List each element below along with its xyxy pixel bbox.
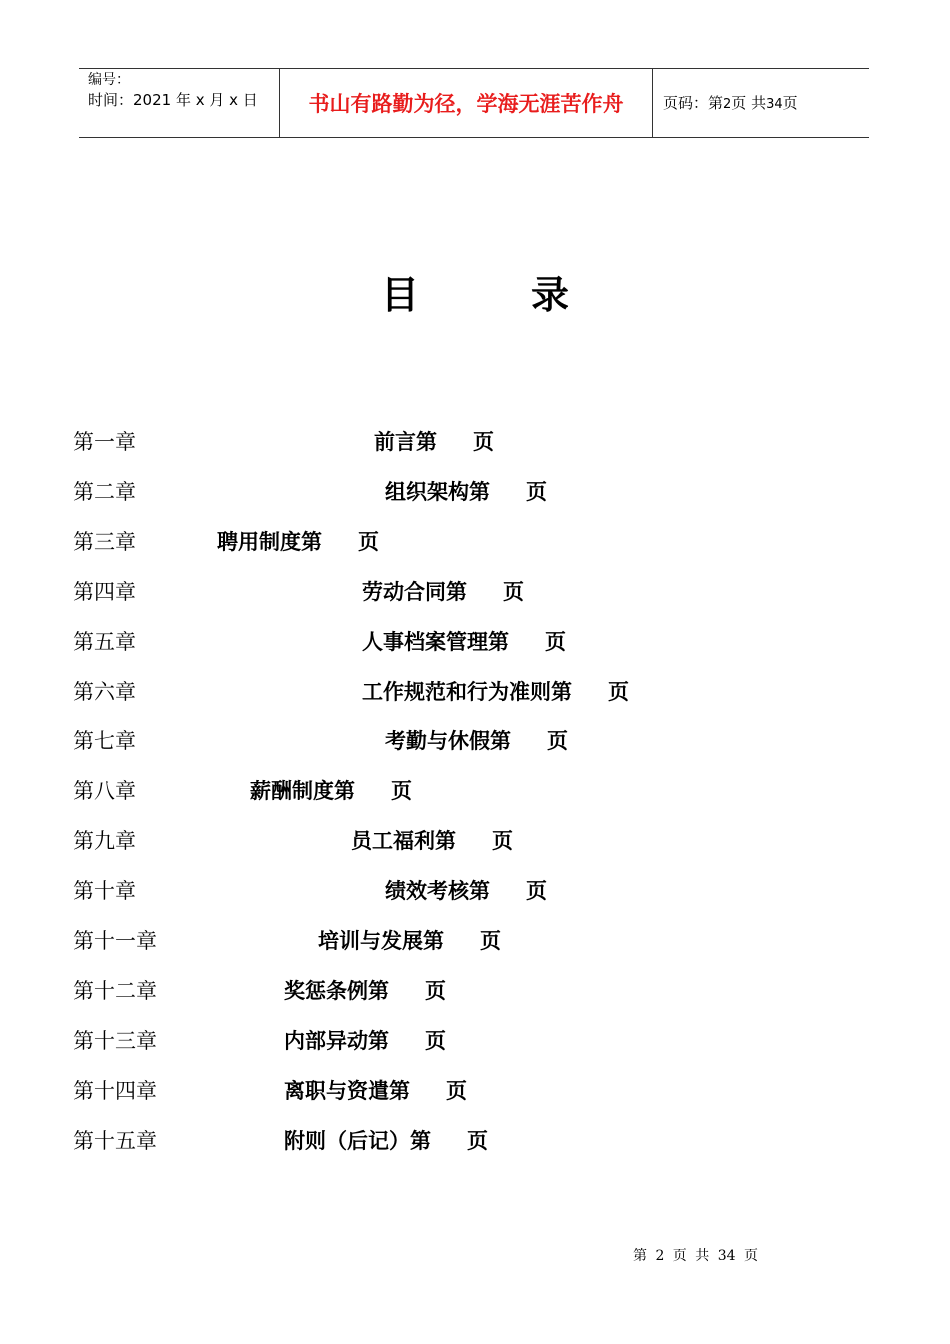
toc-chapter-title [250,776,412,806]
toc-chapter-number: 第九章 [73,829,136,854]
toc-title-text: 工作规范和行为准则第 [362,679,572,704]
header-page-indicator [663,93,798,115]
header-page-current: 2 [723,97,732,112]
toc-row[interactable] [0,726,950,756]
toc-row[interactable] [0,1026,950,1056]
toc-title-text: 劳动合同第 [362,579,467,604]
toc-row[interactable] [0,677,950,707]
toc-chapter-title [385,876,547,906]
toc-page-word: 页 [503,579,524,604]
toc-page-word: 页 [547,729,568,754]
toc-row[interactable] [0,926,950,956]
toc-title-text: 绩效考核第 [385,879,490,904]
header-page-cell [654,69,869,137]
toc-chapter-title [217,527,379,557]
toc-row[interactable] [0,826,950,856]
toc-heading [0,270,950,320]
toc-page-word: 页 [473,430,494,454]
toc-title-text: 奖惩条例第 [284,978,389,1003]
toc-title-text: 组织架构第 [385,479,490,504]
toc-row[interactable] [0,577,950,607]
toc-chapter-title [362,627,566,657]
toc-title-text: 考勤与休假第 [385,729,511,754]
toc-row[interactable] [0,527,950,557]
toc-chapter-title [351,826,513,856]
toc-chapter-title [362,677,629,707]
toc-page-word: 页 [446,1078,467,1103]
toc-chapter-number: 第十四章 [73,1078,157,1103]
header-page-prefix: 页码：第 [663,94,724,112]
toc-title-text: 员工福利第 [351,829,456,854]
toc-title-text: 内部异动第 [284,1028,389,1053]
toc-row[interactable] [0,627,950,657]
toc-page-word: 页 [425,978,446,1003]
toc-row[interactable] [0,477,950,507]
toc-page-word: 页 [480,929,501,953]
toc-row[interactable] [0,876,950,906]
toc-chapter-number: 第八章 [73,779,136,804]
toc-page-word: 页 [526,479,547,504]
toc-chapter-number: 第六章 [73,679,136,704]
toc-page-word: 页 [467,1128,488,1153]
toc-title-text: 离职与资遣第 [284,1078,410,1103]
toc-title-text: 人事档案管理第 [362,629,509,654]
toc-chapter-title [385,477,547,507]
toc-page-word: 页 [391,779,412,804]
page-header [79,68,869,138]
toc-chapter-title [362,577,524,607]
header-motto-cell [280,69,653,137]
toc-page-word: 页 [425,1028,446,1053]
toc-title-text: 附则（后记）第 [284,1128,431,1153]
toc-chapter-number: 第四章 [73,579,136,604]
toc-chapter-number: 第十章 [73,879,136,904]
toc-chapter-number: 第十三章 [73,1028,157,1053]
toc-chapter-number: 第十五章 [73,1128,157,1153]
toc-page-word: 页 [492,829,513,854]
toc-chapter-number: 第十一章 [73,929,157,953]
header-meta-cell [79,69,280,137]
toc-chapter-title [374,427,494,457]
toc-row[interactable] [0,1126,950,1156]
toc-chapter-number: 第五章 [73,629,136,654]
toc-chapter-number: 第三章 [73,529,136,554]
toc-chapter-title [385,726,568,756]
toc-page-word: 页 [358,529,379,554]
toc-chapter-number: 第七章 [73,729,136,754]
page-footer: 第 2 页 共 34 页 [633,1248,758,1264]
toc-title-text: 培训与发展第 [318,929,444,953]
toc-page-word: 页 [608,679,629,704]
toc-chapter-number: 第二章 [73,479,136,504]
header-page-total: 34 [766,97,783,112]
toc-heading-char-2: 录 [531,273,570,317]
document-date-label: 时间：2021 年 x 月 x 日 [88,91,258,109]
document-number-label: 编号： [88,72,130,88]
header-page-mid: 页 共 [731,94,767,112]
toc-title-text: 薪酬制度第 [250,779,355,804]
toc-page-word: 页 [545,629,566,654]
toc-chapter-number: 第一章 [73,430,136,454]
toc-heading-char-1: 目 [381,273,420,317]
toc-title-text: 前言第 [374,430,437,454]
header-motto: 书山有路勤为径，学海无涯苦作舟 [308,92,624,116]
toc-row[interactable] [0,1076,950,1106]
toc-title-text: 聘用制度第 [217,529,322,554]
toc-chapter-title [284,1026,446,1056]
toc-chapter-title [284,1076,467,1106]
toc-chapter-title [284,1126,488,1156]
toc-chapter-title [318,926,501,956]
toc-chapter-number: 第十二章 [73,978,157,1003]
toc-chapter-title [284,976,446,1006]
toc-page-word: 页 [526,879,547,904]
toc-row[interactable] [0,427,950,457]
toc-row[interactable] [0,976,950,1006]
toc-row[interactable] [0,776,950,806]
header-page-suffix: 页 [782,94,798,112]
